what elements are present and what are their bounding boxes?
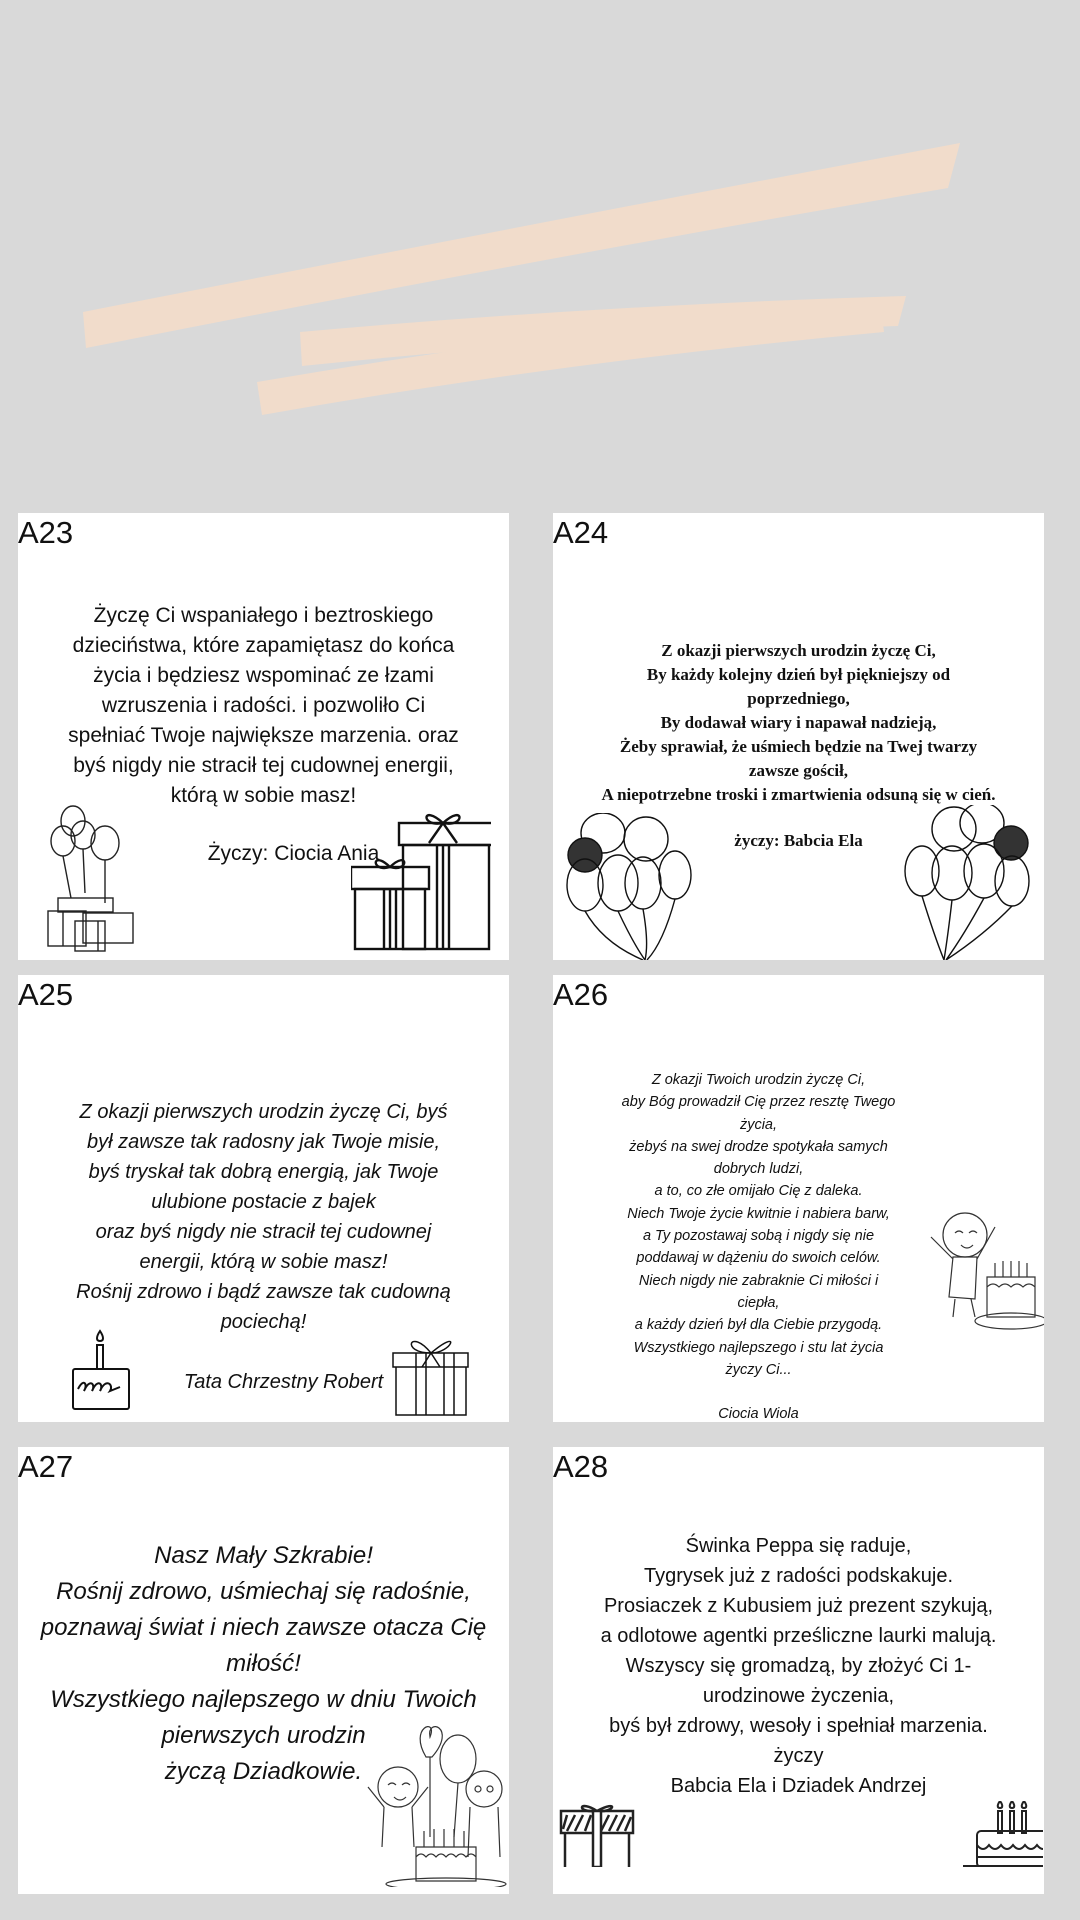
brush-strokes-decoration: [0, 0, 1080, 480]
card-message: Z okazji Twoich urodzin życzę Ci, aby Bóg prowadził Cię przez resztę Twego życia, żebyś na swej drodze spotykała samych dobrych ludzi, a to, co złe omijało Cię z daleka. Niech Twoje życie kwitnie i nabiera barw, a Ty pozostawaj sobą i nigdy się nie poddawaj w dążeniu do swoich celów. Niech nigdy nie zabraknie Ci miłości i ciepła, a każdy dzień był dla Ciebie przygodą. Wszystkiego najlepszego i stu lat życia życzy Ci... Ciocia Wiola: [621, 1072, 896, 1422]
children-cake-icon: [358, 1717, 509, 1887]
card-signature: Tata Chrzestny Robert: [183, 1371, 384, 1393]
gift-icon: [559, 1801, 635, 1867]
card-a28: [553, 1447, 1044, 1894]
card-label: A28: [553, 1449, 609, 1484]
card-label: A23: [18, 515, 74, 550]
balloons-icon: [904, 805, 1034, 960]
card-message: Nasz Mały Szkrabie! Rośnij zdrowo, uśmiechaj się radośnie, poznawaj świat i niech zawsze otacza Cię miłość! Wszystkiego najlepszego w dniu Twoich pierwszych urodzin życzą Dziadkowie.: [40, 1542, 487, 1785]
gift-boxes-icon: [351, 803, 491, 953]
card-message: Z okazji pierwszych urodzin życzę Ci, By każdy kolejny dzień był piękniejszy od poprzedniego, By dodawał wiary i napawał nadzieją, Żeby sprawiał, że uśmiech będzie na Twej twarzy zawsze gościł, A niepotrzebne troski i zmartwienia odsuną się w cień.: [601, 641, 996, 804]
card-a26: [553, 975, 1044, 1422]
card-label: A25: [18, 977, 74, 1012]
card-message: Życzę Ci wspaniałego i beztroskiego dzieciństwa, które zapamiętasz do końca życia i będziesz wspominać ze łzami wzruszenia i radości. i pozwoliło Ci spełniać Twoje największe marzenia. oraz byś nigdy nie stracił tej cudownej energii, którą w sobie masz!: [68, 604, 459, 807]
gift-box-icon: [390, 1327, 472, 1417]
balloons-icon: [563, 813, 693, 960]
card-signature: Życzy: Ciocia Ania: [207, 842, 380, 865]
card-a23: [18, 513, 509, 960]
card-label: A24: [553, 515, 609, 550]
card-a25: [18, 975, 509, 1422]
card-a27: [18, 1447, 509, 1894]
card-label: A27: [18, 1449, 74, 1484]
child-cake-icon: [925, 1207, 1044, 1347]
card-message: Z okazji pierwszych urodzin życzę Ci, byś był zawsze tak radosny jak Twoje misie, byś tryskał tak dobrą energią, jak Twoje ulubione postacie z bajek oraz byś nigdy nie stracił tej cudownej energii, którą w sobie masz! Rośnij zdrowo i bądź zawsze tak cudowną pociechą!: [76, 1101, 451, 1333]
card-a24: [553, 513, 1044, 960]
card-message: Świnka Peppa się raduje, Tygrysek już z radości podskakuje. Prosiaczek z Kubusiem już prezent szykują, a odlotowe agentki prześliczne laurki malują. Wszyscy się gromadzą, by złożyć Ci 1- urodzinowe życzenia, byś był zdrowy, wesoły i spełniał marzenia. życzy Babcia Ela i Dziadek Andrzej: [600, 1535, 997, 1797]
balloons-gifts-icon: [43, 803, 143, 953]
cake-candle-icon: [70, 1327, 132, 1413]
cake-icon: [963, 1801, 1043, 1867]
card-label: A26: [553, 977, 609, 1012]
card-signature: życzy: Babcia Ela: [734, 831, 863, 850]
